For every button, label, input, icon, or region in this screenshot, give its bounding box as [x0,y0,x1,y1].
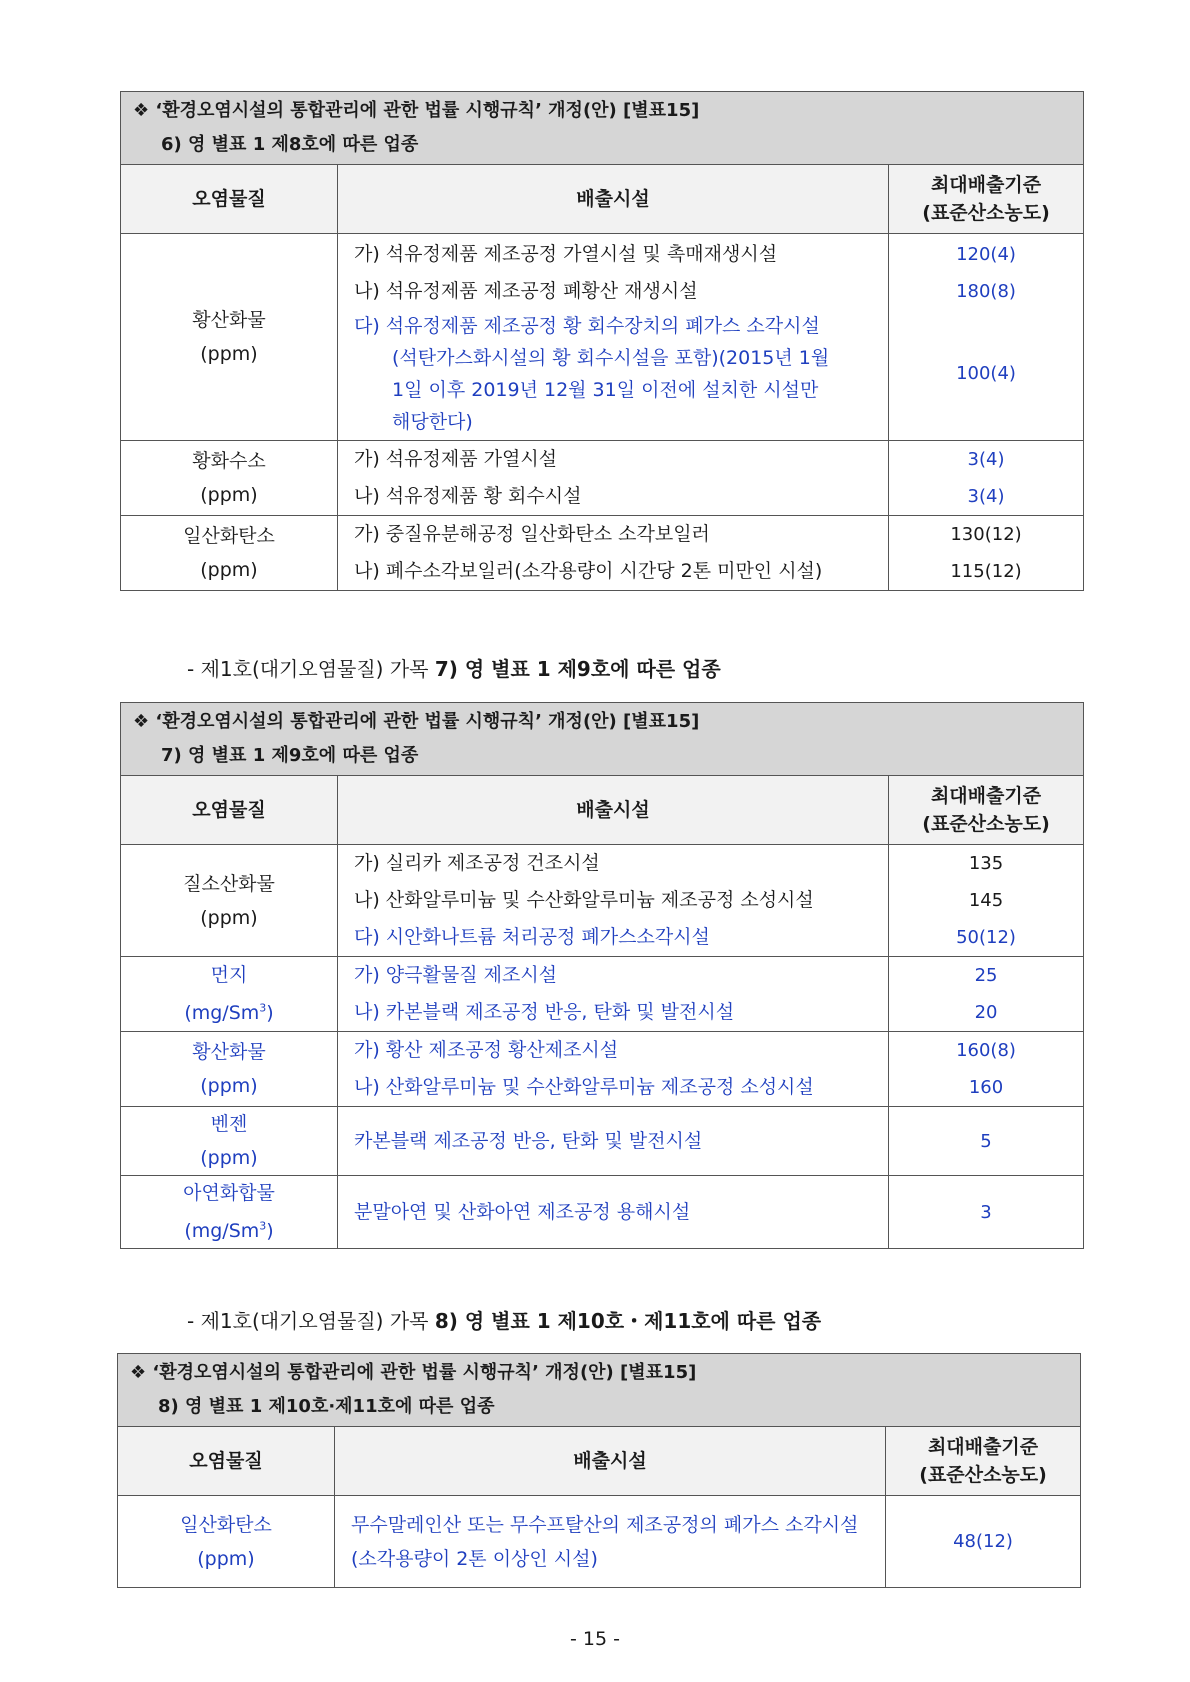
emission-table-6 [120,91,1084,591]
standard-value: 20 [974,1002,998,1023]
pollutant-unit: (ppm) [200,1147,258,1169]
pollutant-unit: (ppm) [200,906,258,929]
facility-cell [338,234,889,441]
subheading-bold: 8) 영 별표 1 제10호・제11호에 따른 업종 [434,1309,822,1333]
standard-cell: 48(12) [886,1496,1081,1588]
pollutant-cell [121,957,338,1032]
subheading-prefix: - 제1호(대기오염물질) 가목 [187,657,435,681]
pollutant-name: 황산화물 [192,1041,266,1063]
caption-title: ❖ ‘환경오염시설의 통합관리에 관한 법률 시행규칙’ 개정(안) [별표15] [130,1362,697,1383]
facility-cell [338,1107,889,1176]
pollutant-cell [121,1107,338,1176]
facility-item: 나) 산화알루미늄 및 수산화알루미늄 제조공정 소성시설 [354,1076,814,1098]
pollutant-unit [184,1220,273,1242]
pollutant-name: 일산화탄소 [183,525,275,547]
table-row [121,1107,1084,1176]
header-standard-line2: (표준산소농도) [919,1464,1047,1486]
standard-cell [889,234,1084,441]
facility-cell [335,1496,886,1588]
facility-cell [338,1032,889,1107]
standard-value: 3(4) [967,449,1005,470]
header-standard [889,776,1084,845]
facility-item: 가) 황산 제조공정 황산제조시설 [354,1039,619,1061]
facility-cell [338,516,889,591]
facility-item-line: 해당한다) [392,411,473,433]
pollutant-cell [121,516,338,591]
standard-cell: 5 [889,1107,1084,1176]
section-subheading [187,1305,821,1334]
caption-subtitle: 8) 영 별표 1 제10호·제11호에 따른 업종 [158,1396,495,1417]
table-header-row [121,776,1084,845]
page-number: - 15 - [570,1628,620,1650]
caption-title: ❖ ‘환경오염시설의 통합관리에 관한 법률 시행규칙’ 개정(안) [별표15] [133,100,700,121]
facility-cell [338,845,889,957]
facility-item: 분말아연 및 산화아연 제조공정 용해시설 [354,1200,691,1223]
facility-cell [338,1176,889,1249]
pollutant-name: 벤젠 [210,1113,248,1135]
header-standard [886,1427,1081,1496]
table-row [118,1496,1081,1588]
standard-value: 115(12) [950,561,1022,582]
standard-cell [889,1032,1084,1107]
facility-item: 가) 석유정제품 제조공정 가열시설 및 촉매재생시설 [354,243,778,265]
unit-text: (mg/Sm [184,1002,260,1025]
facility-item: 가) 중질유분해공정 일산화탄소 소각보일러 [354,523,710,545]
facility-item: 나) 폐수소각보일러(소각용량이 시간당 2톤 미만인 시설) [354,560,823,582]
table-section-6 [120,91,1083,591]
table-section-8 [117,1353,1080,1588]
pollutant-cell [121,441,338,516]
facility-item-line: 1일 이후 2019년 12월 31일 이전에 설치한 시설만 [392,379,819,401]
caption-subtitle: 6) 영 별표 1 제8호에 따른 업종 [161,134,419,155]
facility-cell [338,957,889,1032]
pollutant-name: 황산화물 [192,309,266,331]
standard-cell [889,957,1084,1032]
facility-item: 나) 산화알루미늄 및 수산화알루미늄 제조공정 소성시설 [354,889,814,911]
standard-value: 100(4) [956,363,1016,384]
header-facility: 배출시설 [338,776,889,845]
subheading-bold: 7) 영 별표 1 제9호에 따른 업종 [434,657,721,681]
facility-item: 가) 양극활물질 제조시설 [354,964,558,986]
pollutant-name: 일산화탄소 [180,1513,272,1536]
pollutant-name: 황화수소 [192,450,266,472]
caption-title: ❖ ‘환경오염시설의 통합관리에 관한 법률 시행규칙’ 개정(안) [별표15] [133,711,700,732]
standard-value: 130(12) [950,524,1022,545]
pollutant-name: 질소산화물 [183,872,275,895]
facility-item-line: (석탄가스화시설의 황 회수시설을 포함)(2015년 1월 [392,347,830,369]
header-standard [889,165,1084,234]
facility-item-line: 무수말레인산 또는 무수프탈산의 제조공정의 폐가스 소각시설 [351,1513,859,1536]
table-row [121,845,1084,957]
facility-item: 가) 석유정제품 가열시설 [354,448,558,470]
header-facility: 배출시설 [338,165,889,234]
pollutant-name: 아연화합물 [183,1182,275,1204]
pollutant-unit: (ppm) [197,1547,255,1570]
standard-value: 120(4) [956,244,1016,265]
standard-cell: 3 [889,1176,1084,1249]
facility-item: 나) 카본블랙 제조공정 반응, 탄화 및 발전시설 [354,1001,735,1023]
pollutant-unit: (ppm) [200,343,258,365]
unit-close: ) [266,1220,274,1243]
pollutant-unit [184,1002,273,1024]
emission-table-8 [117,1353,1081,1588]
pollutant-unit: (ppm) [200,484,258,506]
pollutant-unit: (ppm) [200,1075,258,1097]
table-row [121,516,1084,591]
table-row [121,1176,1084,1249]
header-standard-line1: 최대배출기준 [930,174,1042,196]
standard-value: 50(12) [956,927,1016,948]
facility-item: 카본블랙 제조공정 반응, 탄화 및 발전시설 [354,1129,703,1152]
unit-superscript: 3 [259,1220,267,1233]
facility-item: 나) 석유정제품 황 회수시설 [354,485,582,507]
header-pollutant: 오염물질 [121,165,338,234]
facility-item: 나) 석유정제품 제조공정 폐황산 재생시설 [354,280,698,302]
standard-cell [889,441,1084,516]
table-caption [121,92,1084,165]
table-section-7 [120,702,1083,1249]
standard-value: 145 [968,890,1004,911]
header-standard-line2: (표준산소농도) [922,813,1050,835]
pollutant-cell [121,1032,338,1107]
pollutant-cell [121,845,338,957]
standard-value: 3(4) [967,486,1005,507]
table-row [121,1032,1084,1107]
standard-value: 180(8) [956,281,1016,302]
caption-subtitle: 7) 영 별표 1 제9호에 따른 업종 [161,745,419,766]
standard-value: 160 [968,1077,1004,1098]
header-pollutant: 오염물질 [118,1427,335,1496]
facility-item-line: 다) 석유정제품 제조공정 황 회수장치의 폐가스 소각시설 [354,315,820,337]
table-caption [118,1354,1081,1427]
header-facility: 배출시설 [335,1427,886,1496]
pollutant-cell [121,1176,338,1249]
header-standard-line1: 최대배출기준 [930,785,1042,807]
facility-cell [338,441,889,516]
table-caption [121,703,1084,776]
subheading-prefix: - 제1호(대기오염물질) 가목 [187,1309,435,1333]
table-row [121,441,1084,516]
unit-superscript: 3 [259,1001,267,1015]
unit-close: ) [266,1002,274,1025]
standard-cell [889,845,1084,957]
unit-text: (mg/Sm [184,1220,260,1243]
table-row [121,957,1084,1032]
standard-value: 25 [974,965,998,986]
standard-cell [889,516,1084,591]
header-standard-line2: (표준산소농도) [922,202,1050,224]
section-subheading [187,653,721,682]
emission-table-7 [120,702,1084,1249]
pollutant-cell [118,1496,335,1588]
facility-item [354,310,888,438]
standard-value: 135 [968,853,1004,874]
pollutant-name: 먼지 [210,963,248,986]
header-pollutant: 오염물질 [121,776,338,845]
pollutant-unit: (ppm) [200,559,258,581]
facility-item: 가) 실리카 제조공정 건조시설 [354,852,600,874]
facility-item-line: (소각용량이 2톤 이상인 시설) [351,1547,598,1570]
facility-item: 다) 시안화나트륨 처리공정 폐가스소각시설 [354,926,710,948]
table-header-row [121,165,1084,234]
header-standard-line1: 최대배출기준 [927,1436,1039,1458]
table-row [121,234,1084,441]
pollutant-cell [121,234,338,441]
table-header-row [118,1427,1081,1496]
standard-value: 160(8) [956,1040,1016,1061]
